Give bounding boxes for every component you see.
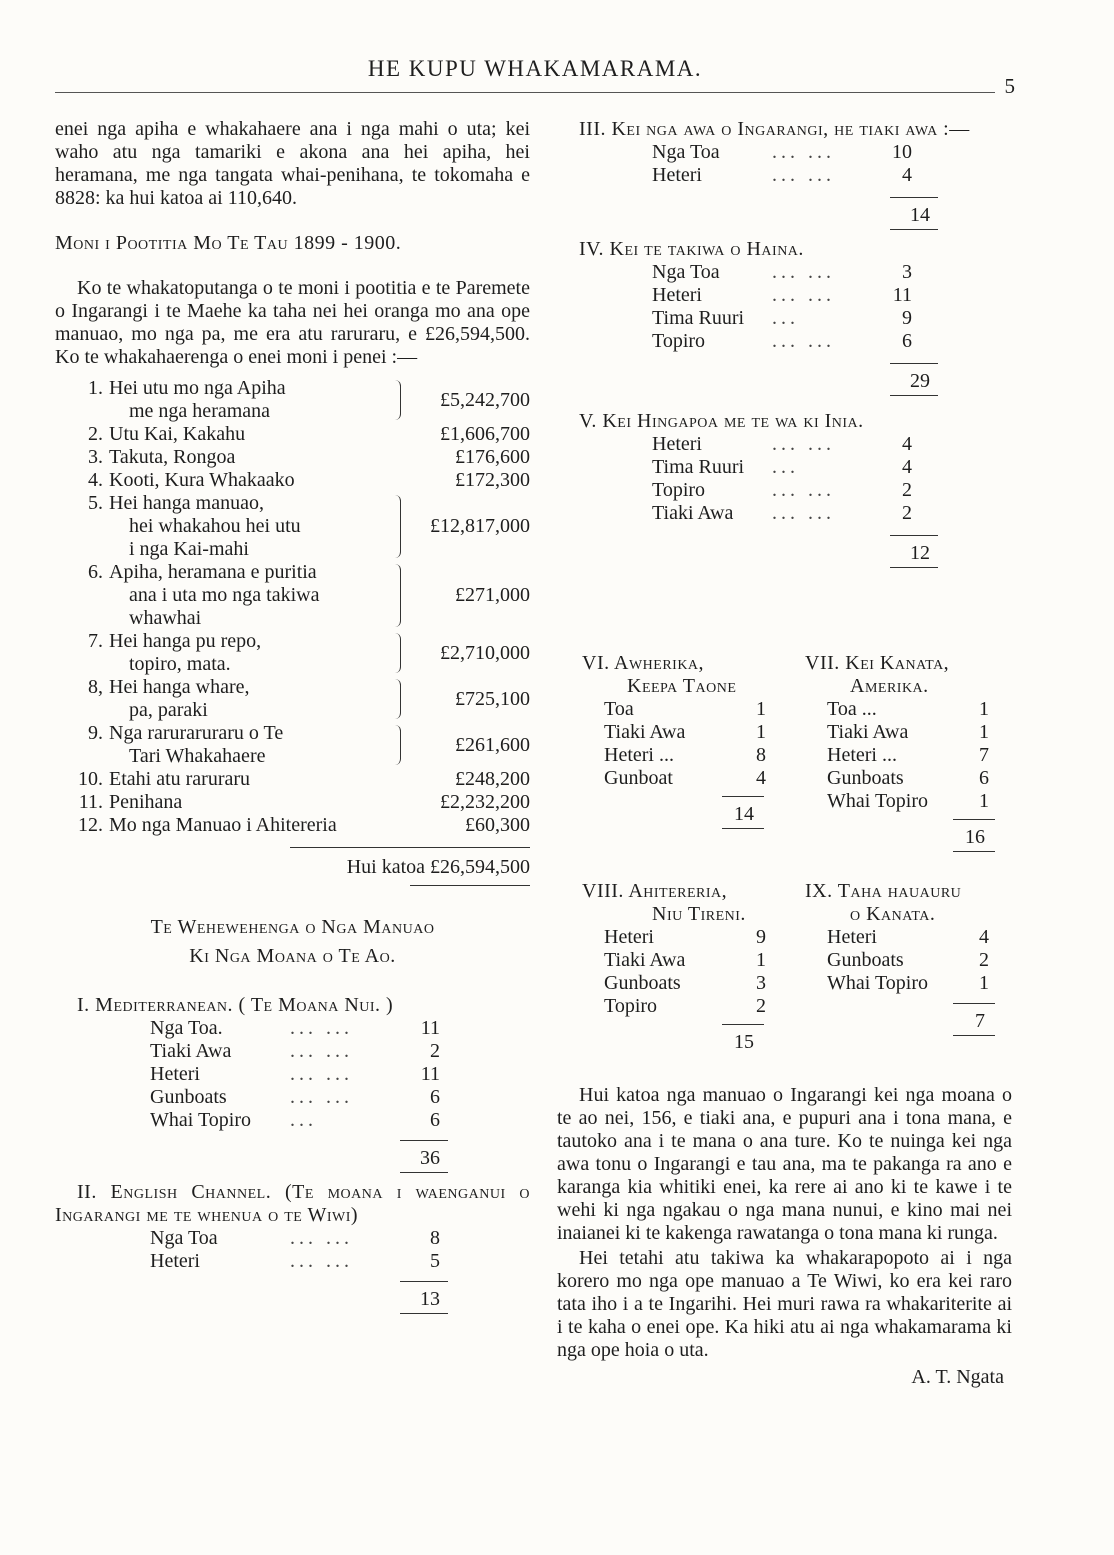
fleet-value: 1 <box>979 790 989 812</box>
section-8-title-1: VIII. Ahitereria, <box>582 880 728 902</box>
budget-item-number: 12. <box>78 814 103 836</box>
fleet-name: Heteri <box>150 1250 200 1272</box>
section-8 <box>582 880 792 1054</box>
fleet-value: 2 <box>902 502 912 524</box>
section-1-rule <box>400 1140 448 1141</box>
fleet-dots: ... ... <box>772 479 835 501</box>
fleet-dots: ... ... <box>290 1063 353 1085</box>
budget-item-line: topiro, mata. <box>129 653 231 675</box>
budget-item <box>55 630 530 676</box>
fleet-name: Topiro <box>652 479 706 501</box>
section-5-title: V. Kei Hingapoa me te wa ki Inia. <box>579 410 864 432</box>
brace-mark <box>388 676 410 722</box>
fleet-value: 3 <box>902 261 912 283</box>
budget-item-line: Utu Kai, Kakahu <box>109 423 246 445</box>
budget-item-text <box>109 377 388 423</box>
budget-item-line: Penihana <box>109 791 183 813</box>
brace-mark <box>388 446 410 469</box>
fleet-name: Nga Toa <box>652 261 720 283</box>
budget-item-line: Nga raruraruraru o Te <box>109 722 284 744</box>
budget-item <box>55 561 530 630</box>
budget-item-line: ana i uta mo nga takiwa <box>129 584 320 606</box>
fleet-name: Heteri <box>150 1063 200 1085</box>
section-9-rule <box>953 1003 995 1004</box>
budget-item <box>55 791 530 814</box>
budget-item-line: Hei hanga whare, <box>109 676 250 698</box>
fleet-name: Toa <box>604 698 634 720</box>
fleet-name: Nga Toa <box>652 141 720 163</box>
budget-item-amount: £2,710,000 <box>440 641 530 664</box>
fleet-value: 6 <box>979 767 989 789</box>
paragraph-hui: Hui katoa nga manuao o Ingarangi kei nga moana o te ao nei, 156, e tiaki ana, e pupuri ana i tona mana, e tautoko ana i te mana o ana ture. Ko te nuinga kei nga awa tonu o Ingarangi e tau ana, ma te pakanga ra ano e karanga kia whitiki enei, ka rere ai ano ki te kawe i te wehi ki nga ngakau o nga mana nunui, e kino mai nei inaianei ki te kakenga rawatanga o tona mana ki runga. <box>557 1084 1012 1244</box>
budget-item-text <box>109 469 388 492</box>
fleet-row <box>604 744 782 767</box>
budget-item-number: 7. <box>88 630 103 652</box>
section-3-title: III. Kei nga awa o Ingarangi, he tiaki awa :— <box>579 118 970 140</box>
budget-item-text <box>109 423 388 446</box>
budget-item-text <box>109 722 388 768</box>
fleet-row <box>827 949 1015 972</box>
section-4-rule <box>890 363 938 364</box>
brace-mark <box>388 791 410 814</box>
budget-item-line: Takuta, Rongoa <box>109 446 236 468</box>
fleet-name: Heteri ... <box>604 744 674 766</box>
section-6-title-1: VI. Awherika, <box>582 652 705 674</box>
brace-mark <box>388 768 410 791</box>
fleet-row <box>652 433 1012 456</box>
budget-item-line: Hei utu mo nga Apiha <box>109 377 286 399</box>
section-8-table <box>604 926 792 1018</box>
fleet-row <box>652 330 1012 353</box>
fleet-value: 2 <box>902 479 912 501</box>
budget-item-text <box>109 561 388 630</box>
fleet-row <box>604 949 792 972</box>
budget-total: Hui katoa £26,594,500 <box>346 856 530 878</box>
fleet-dots: ... ... <box>772 141 835 163</box>
fleet-row <box>827 721 1015 744</box>
section-5-total-rule <box>890 567 938 568</box>
fleet-name: Heteri <box>652 284 702 306</box>
budget-item <box>55 492 530 561</box>
header-rule <box>55 92 995 93</box>
fleet-row <box>652 479 1012 502</box>
fleet-row <box>652 307 1012 330</box>
section-7-total-rule <box>953 851 995 852</box>
fleet-value: 1 <box>756 949 766 971</box>
section-3-total-rule <box>890 229 938 230</box>
budget-item-line: Apiha, heramana e puritia <box>109 561 317 583</box>
budget-item-text <box>109 676 388 722</box>
section-6-total: 14 <box>734 803 754 825</box>
fleet-row <box>652 284 1012 307</box>
section-2-title: II. English Channel. (Te moana i waenganui o Ingarangi me te whenua o te Wiwi) <box>55 1181 530 1226</box>
budget-item-line: Hei hanga pu repo, <box>109 630 262 652</box>
signature: A. T. Ngata <box>911 1366 1004 1388</box>
brace-mark <box>388 492 410 561</box>
budget-item-amount: £271,000 <box>455 584 530 606</box>
fleet-value: 6 <box>430 1086 440 1108</box>
budget-total-rule <box>410 885 530 886</box>
section-9-title-2: o Kanata. <box>850 903 936 925</box>
fleet-row <box>604 767 782 790</box>
fleet-name: Heteri <box>604 926 654 948</box>
fleet-value: 11 <box>892 284 912 306</box>
fleet-row <box>150 1109 530 1132</box>
fleet-row <box>604 926 792 949</box>
fleet-value: 4 <box>756 767 766 789</box>
budget-item-number: 8, <box>88 676 103 698</box>
fleet-value: 9 <box>902 307 912 329</box>
fleet-value: 1 <box>979 721 989 743</box>
fleet-value: 7 <box>979 744 989 766</box>
budget-item-amount: £261,600 <box>455 733 530 756</box>
budget-item-line: i nga Kai-mahi <box>129 538 249 560</box>
section-1-title: I. Mediterranean. ( Te Moana Nui. ) <box>77 994 394 1016</box>
fleet-value: 2 <box>979 949 989 971</box>
section-2-total: 13 <box>420 1288 440 1310</box>
fleet-value: 11 <box>420 1063 440 1085</box>
fleet-value: 1 <box>756 721 766 743</box>
fleet-value: 3 <box>756 972 766 994</box>
fleet-dots: ... ... <box>772 433 835 455</box>
budget-item-number: 4. <box>88 469 103 491</box>
budget-item-number: 1. <box>88 377 103 399</box>
budget-item-line: Mo nga Manuao i Ahitereria <box>109 814 337 836</box>
section-6-rule <box>722 796 764 797</box>
fleet-row <box>652 502 1012 525</box>
budget-item-amount: £60,300 <box>465 814 530 836</box>
fleet-dots: ... ... <box>290 1250 353 1272</box>
budget-item-amount: £12,817,000 <box>430 515 530 537</box>
section-7-title-1: VII. Kei Kanata, <box>805 652 950 674</box>
fleet-name: Gunboats <box>827 949 904 971</box>
budget-item-number: 9. <box>88 722 103 744</box>
section-4-total-rule <box>890 395 938 396</box>
section-6-title-2: Keepa Taone <box>627 675 737 697</box>
fleet-value: 9 <box>756 926 766 948</box>
budget-item-amount: £248,200 <box>455 768 530 790</box>
section-3-total: 14 <box>910 204 930 226</box>
fleet-name: Tima Ruuri <box>652 307 745 329</box>
right-column <box>557 118 1012 568</box>
fleet-value: 8 <box>756 744 766 766</box>
fleet-name: Topiro <box>652 330 706 352</box>
fleet-value: 2 <box>756 995 766 1017</box>
page-header <box>55 56 1015 100</box>
fleet-name: Whai Topiro <box>150 1109 251 1131</box>
section-9-total-rule <box>953 1035 995 1036</box>
left-column <box>55 118 530 1314</box>
fleet-dots: ... <box>772 307 799 329</box>
section-4-title: IV. Kei te takiwa o Haina. <box>579 238 804 260</box>
budget-item-line: hei whakahou hei utu <box>129 515 301 537</box>
fleet-row <box>827 744 1015 767</box>
budget-item-line: Kooti, Kura Whakaako <box>109 469 295 491</box>
fleet-dots: ... ... <box>772 330 835 352</box>
budget-item-text <box>109 492 388 561</box>
budget-item <box>55 676 530 722</box>
budget-list <box>55 377 530 837</box>
budget-item-line: me nga heramana <box>129 400 271 422</box>
section-1-total-rule <box>400 1172 448 1173</box>
fleet-name: Heteri <box>827 926 877 948</box>
section-7-total: 16 <box>965 826 985 848</box>
budget-item-number: 10. <box>78 768 103 790</box>
budget-item-number: 11. <box>78 791 103 813</box>
budget-item-number: 6. <box>88 561 103 583</box>
fleet-dots: ... ... <box>290 1017 353 1039</box>
section-4-table <box>652 261 1012 353</box>
section-3-rule <box>890 197 938 198</box>
section-6-table <box>604 698 782 790</box>
fleet-value: 4 <box>979 926 989 948</box>
fleet-row <box>150 1227 530 1250</box>
budget-item <box>55 423 530 446</box>
section-3-table <box>652 141 1012 187</box>
brace-mark <box>388 377 410 423</box>
fleet-dots: ... ... <box>772 261 835 283</box>
budget-item-line: Hei hanga manuao, <box>109 492 264 514</box>
fleet-name: Tiaki Awa <box>827 721 909 743</box>
section-7-title-2: Amerika. <box>850 675 929 697</box>
fleet-name: Gunboats <box>827 767 904 789</box>
section-1-total: 36 <box>420 1147 440 1169</box>
fleet-row <box>150 1063 530 1086</box>
fleet-name: Nga Toa. <box>150 1017 223 1039</box>
budget-item-amount: £2,232,200 <box>440 791 530 813</box>
fleet-name: Heteri <box>652 433 702 455</box>
fleet-value: 6 <box>902 330 912 352</box>
fleet-name: Heteri <box>652 164 702 186</box>
section-1-table <box>150 1017 530 1132</box>
fleet-value: 4 <box>902 433 912 455</box>
fleet-value: 1 <box>979 698 989 720</box>
brace-mark <box>388 814 410 837</box>
brace-mark <box>388 630 410 676</box>
fleet-row <box>604 972 792 995</box>
budget-item <box>55 469 530 492</box>
fleet-name: Whai Topiro <box>827 972 928 994</box>
fleet-row <box>150 1017 530 1040</box>
budget-item-amount: £172,300 <box>455 469 530 491</box>
fleet-value: 1 <box>756 698 766 720</box>
fleet-row <box>604 995 792 1018</box>
fleet-dots: ... ... <box>290 1086 353 1108</box>
fleet-dots: ... ... <box>772 284 835 306</box>
fleet-name: Heteri ... <box>827 744 897 766</box>
fleet-row <box>604 698 782 721</box>
budget-item <box>55 814 530 837</box>
fleet-name: Gunboats <box>604 972 681 994</box>
fleet-row <box>652 141 1012 164</box>
brace-mark <box>388 423 410 446</box>
fleet-row <box>652 261 1012 284</box>
fleet-dots: ... ... <box>290 1227 353 1249</box>
budget-item-text <box>109 791 388 814</box>
section-9-table <box>827 926 1015 995</box>
fleet-row <box>652 164 1012 187</box>
fleet-name: Nga Toa <box>150 1227 218 1249</box>
fleet-value: 5 <box>430 1250 440 1272</box>
fleet-value: 4 <box>902 456 912 478</box>
fleet-name: Tiaki Awa <box>150 1040 232 1062</box>
running-title: HE KUPU WHAKAMARAMA. <box>367 56 703 81</box>
section-2-table <box>150 1227 530 1273</box>
fleet-name: Topiro <box>604 995 658 1017</box>
fleet-value: 10 <box>892 141 912 163</box>
section-8-rule <box>722 1024 764 1025</box>
budget-item <box>55 722 530 768</box>
budget-item-text <box>109 630 388 676</box>
budget-item-text <box>109 446 388 469</box>
fleet-value: 11 <box>420 1017 440 1039</box>
section-5-rule <box>890 535 938 536</box>
heading-wehe-2: Ki Nga Moana o Te Ao. <box>189 945 396 967</box>
budget-item-line: Tari Whakahaere <box>129 745 266 767</box>
budget-item-amount: £5,242,700 <box>440 388 530 411</box>
fleet-row <box>827 972 1015 995</box>
fleet-value: 8 <box>430 1227 440 1249</box>
fleet-value: 6 <box>430 1109 440 1131</box>
fleet-row <box>827 767 1015 790</box>
section-8-title-2: Niu Tireni. <box>652 903 746 925</box>
fleet-dots: ... ... <box>772 164 835 186</box>
section-9 <box>805 880 1015 1036</box>
fleet-name: Tiaki Awa <box>604 949 686 971</box>
brace-mark <box>388 722 410 768</box>
fleet-name: Gunboats <box>150 1086 227 1108</box>
budget-item <box>55 377 530 423</box>
budget-item <box>55 446 530 469</box>
budget-item-text <box>109 814 388 837</box>
budget-item-line: pa, paraki <box>129 699 208 721</box>
fleet-row <box>827 790 1015 813</box>
fleet-row <box>604 721 782 744</box>
fleet-name: Tima Ruuri <box>652 456 745 478</box>
fleet-dots: ... <box>772 456 799 478</box>
section-2-rule <box>400 1281 448 1282</box>
fleet-row <box>827 926 1015 949</box>
section-7-table <box>827 698 1015 813</box>
budget-item-amount: £725,100 <box>455 687 530 710</box>
fleet-row <box>150 1086 530 1109</box>
section-7 <box>805 652 1015 852</box>
section-8-total: 15 <box>734 1031 754 1053</box>
budget-item-text <box>109 768 388 791</box>
budget-item-number: 5. <box>88 492 103 514</box>
paragraph-moni: Ko te whakatoputanga o te moni i pootitia e te Paremete o Ingarangi i te Maehe ka taha nei hei oranga mo ana ope manuao, mo nga pa, me era atu raruraru, e £26,594,500. Ko te whakahaerenga o enei moni i penei :— <box>55 277 530 368</box>
budget-item-line: whawhai <box>129 607 202 629</box>
fleet-row <box>827 698 1015 721</box>
fleet-dots: ... ... <box>290 1040 353 1062</box>
paragraph-hei: Hei tetahi atu takiwa ka whakarapopoto ai i nga korero mo nga ope manuao a Te Wiwi, ko era kei raro tata iho i a te Ingarihi. Hei muri rawa ra whakariterite ai i te kaha o enei ope. Ka hiki atu ai nga whakamarama ki nga ope hoia o uta. <box>557 1247 1012 1361</box>
fleet-value: 2 <box>430 1040 440 1062</box>
brace-mark <box>388 561 410 630</box>
heading-wehe-1: Te Wehewehenga o Nga Manuao <box>150 916 435 938</box>
fleet-dots: ... ... <box>772 502 835 524</box>
fleet-value: 4 <box>902 164 912 186</box>
section-9-title-1: IX. Taha hauauru <box>805 880 962 902</box>
fleet-row <box>150 1040 530 1063</box>
budget-item-amount: £1,606,700 <box>440 423 530 445</box>
right-closing <box>557 1084 1012 1389</box>
fleet-row <box>652 456 1012 479</box>
budget-item-number: 2. <box>88 423 103 445</box>
brace-mark <box>388 469 410 492</box>
budget-item <box>55 768 530 791</box>
budget-item-number: 3. <box>88 446 103 468</box>
section-6-total-rule <box>722 828 764 829</box>
fleet-name: Toa ... <box>827 698 877 720</box>
budget-rule <box>290 847 530 848</box>
section-9-total: 7 <box>975 1010 985 1032</box>
fleet-value: 1 <box>979 972 989 994</box>
fleet-name: Tiaki Awa <box>652 502 734 524</box>
fleet-row <box>150 1250 530 1273</box>
fleet-name: Whai Topiro <box>827 790 928 812</box>
fleet-name: Gunboat <box>604 767 673 789</box>
budget-item-line: Etahi atu raruraru <box>109 768 251 790</box>
budget-item-amount: £176,600 <box>455 446 530 468</box>
section-7-rule <box>953 819 995 820</box>
section-2-total-rule <box>400 1313 448 1314</box>
page-number: 5 <box>1004 74 1015 98</box>
fleet-dots: ... <box>290 1109 317 1131</box>
intro-paragraph: enei nga apiha e whakahaere ana i nga mahi o uta; kei waho atu nga tamariki e akona ana hei apiha, hei heramana, me nga tangata whai-penihana, te tokomaha e 8828: ka hui katoa ai 110,640. <box>55 118 530 209</box>
section-5-table <box>652 433 1012 525</box>
section-6 <box>582 652 782 829</box>
heading-moni: Moni i Pootitia Mo Te Tau 1899 - 1900. <box>55 232 402 254</box>
section-4-total: 29 <box>910 370 930 392</box>
fleet-name: Tiaki Awa <box>604 721 686 743</box>
section-5-total: 12 <box>910 542 930 564</box>
